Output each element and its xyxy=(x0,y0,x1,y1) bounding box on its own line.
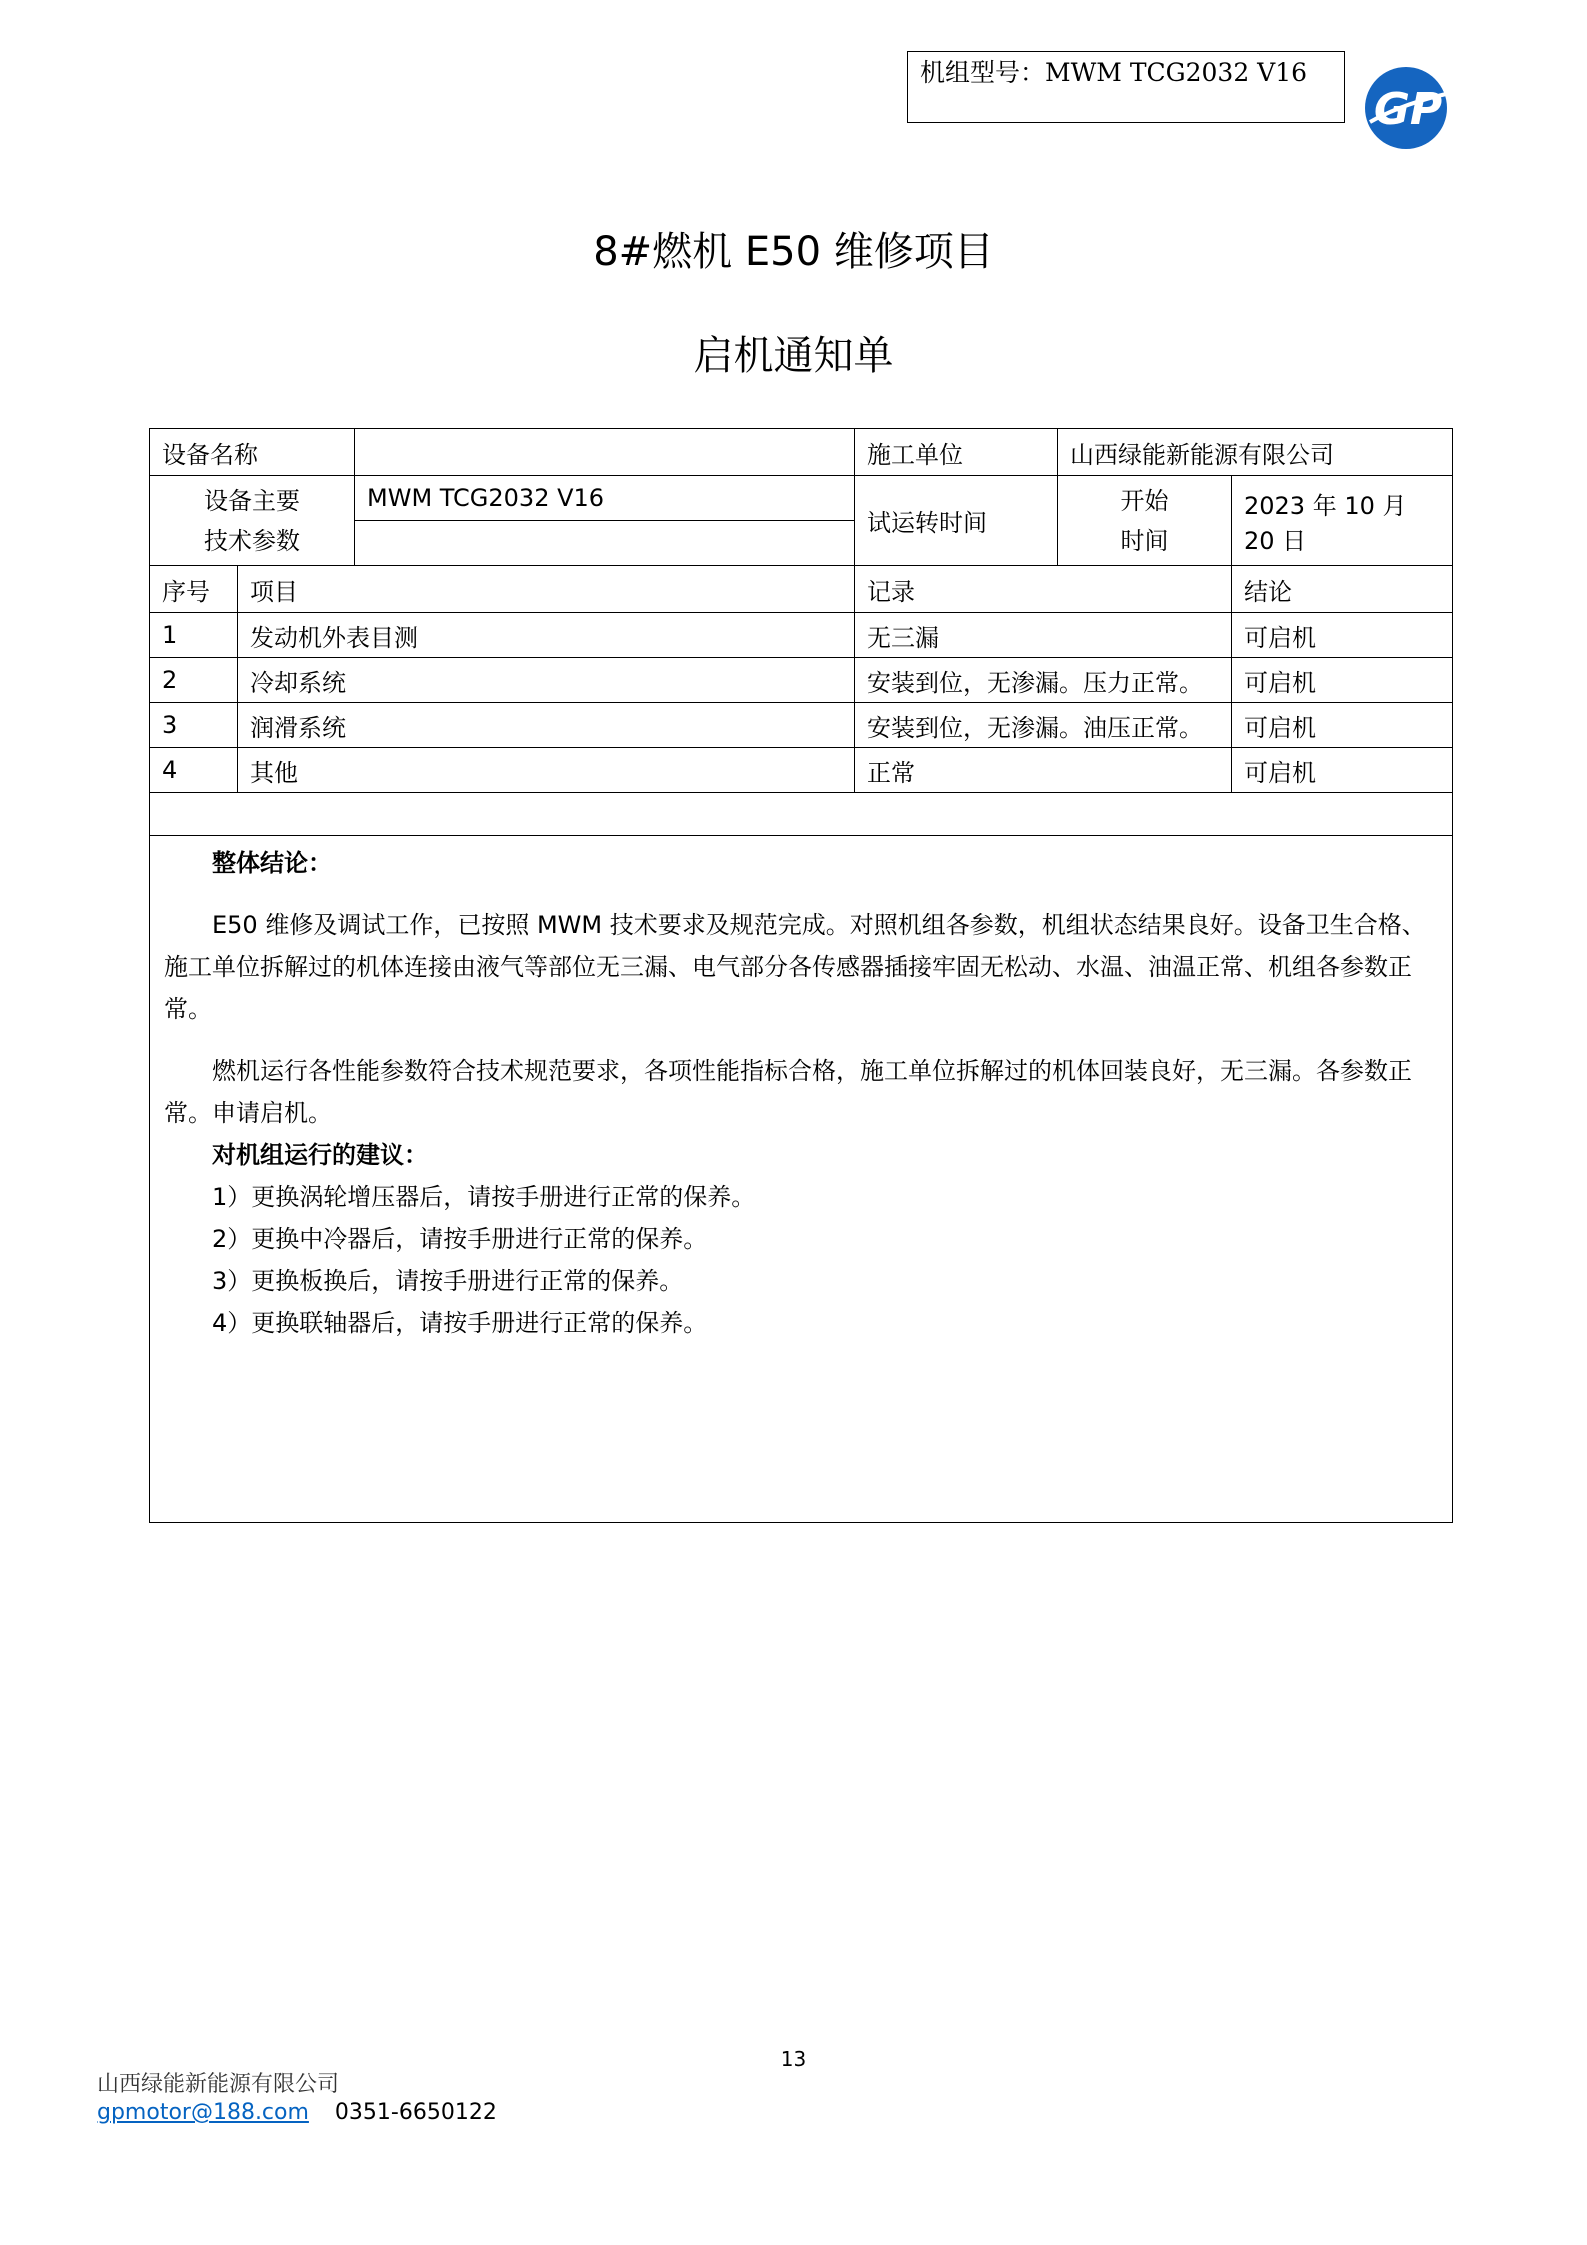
equipment-row xyxy=(150,429,1453,476)
row-no: 3 xyxy=(150,703,238,748)
contractor-value: 山西绿能新能源有限公司 xyxy=(1058,429,1453,476)
startup-notice-table xyxy=(149,428,1453,1523)
params-label-line-2: 技术参数 xyxy=(204,526,300,555)
row-result: 可启机 xyxy=(1232,658,1453,703)
footer-phone: 0351-6650122 xyxy=(334,2100,497,2125)
table-header-row xyxy=(150,566,1453,613)
row-result: 可启机 xyxy=(1232,703,1453,748)
table-row xyxy=(150,658,1453,703)
params-row-1 xyxy=(150,476,1453,521)
conclusion-paragraph-1: E50 维修及调试工作，已按照 MWM 技术要求及规范完成。对照机组各参数，机组状态结果良好。设备卫生合格、施工单位拆解过的机体连接由液气等部位无三漏、电气部分各传感器插接牢固无松动、水温、油温正常、机组各参数正常。 xyxy=(164,911,1426,1023)
trial-time-label: 试运转时间 xyxy=(855,476,1058,566)
suggestion-item: 1）更换涡轮增压器后，请按手册进行正常的保养。 xyxy=(212,1183,756,1211)
row-item: 润滑系统 xyxy=(238,703,855,748)
header-result: 结论 xyxy=(1232,566,1453,613)
page-number: 13 xyxy=(780,2047,807,2071)
start-label-line-2: 时间 xyxy=(1120,526,1169,555)
suggestion-item: 3）更换板换后，请按手册进行正常的保养。 xyxy=(212,1267,684,1295)
row-result: 可启机 xyxy=(1232,748,1453,793)
model-number-label: 机组型号：MWM TCG2032 V16 xyxy=(920,58,1308,87)
document-title: 8#燃机 E50 维修项目 xyxy=(593,229,994,275)
table-row xyxy=(150,748,1453,793)
row-item: 冷却系统 xyxy=(238,658,855,703)
row-no: 2 xyxy=(150,658,238,703)
start-time-label xyxy=(1058,476,1232,566)
contractor-label: 施工单位 xyxy=(855,429,1058,476)
conclusion-heading: 整体结论： xyxy=(212,849,332,877)
header-item: 项目 xyxy=(238,566,855,613)
document-subtitle: 启机通知单 xyxy=(693,333,894,379)
footer-email-link[interactable]: gpmotor@188.com xyxy=(97,2100,309,2125)
row-no: 4 xyxy=(150,748,238,793)
header-record: 记录 xyxy=(855,566,1232,613)
suggestion-heading: 对机组运行的建议： xyxy=(212,1141,428,1169)
conclusion-cell xyxy=(150,836,1453,1523)
suggestion-item: 4）更换联轴器后，请按手册进行正常的保养。 xyxy=(212,1309,708,1337)
logo-text: GP xyxy=(1373,84,1443,135)
header-no: 序号 xyxy=(150,566,238,613)
model-number-box xyxy=(907,51,1345,123)
start-label-line-1: 开始 xyxy=(1120,486,1169,515)
start-time-value: 2023 年 10 月 20 日 xyxy=(1232,476,1453,566)
equipment-name-label: 设备名称 xyxy=(150,429,355,476)
params-value-1: MWM TCG2032 V16 xyxy=(355,476,855,521)
table-row xyxy=(150,703,1453,748)
row-record: 安装到位，无渗漏。压力正常。 xyxy=(855,658,1232,703)
footer-contact xyxy=(97,2100,497,2125)
row-no: 1 xyxy=(150,613,238,658)
blank-row xyxy=(150,793,1453,836)
row-item: 发动机外表目测 xyxy=(238,613,855,658)
params-value-2 xyxy=(355,521,855,566)
conclusion-row xyxy=(150,836,1453,1523)
suggestion-item: 2）更换中冷器后，请按手册进行正常的保养。 xyxy=(212,1225,708,1253)
params-label-line-1: 设备主要 xyxy=(204,486,300,515)
row-result: 可启机 xyxy=(1232,613,1453,658)
params-label xyxy=(150,476,355,566)
footer-company: 山西绿能新能源有限公司 xyxy=(97,2072,340,2097)
conclusion-paragraph-2: 燃机运行各性能参数符合技术规范要求，各项性能指标合格，施工单位拆解过的机体回装良好，无三漏。各参数正常。申请启机。 xyxy=(164,1057,1412,1127)
row-record: 正常 xyxy=(855,748,1232,793)
row-record: 无三漏 xyxy=(855,613,1232,658)
gp-logo-icon xyxy=(1362,64,1450,152)
row-record: 安装到位，无渗漏。油压正常。 xyxy=(855,703,1232,748)
equipment-name-value xyxy=(355,429,855,476)
table-row xyxy=(150,613,1453,658)
row-item: 其他 xyxy=(238,748,855,793)
blank-cell xyxy=(150,793,1453,836)
